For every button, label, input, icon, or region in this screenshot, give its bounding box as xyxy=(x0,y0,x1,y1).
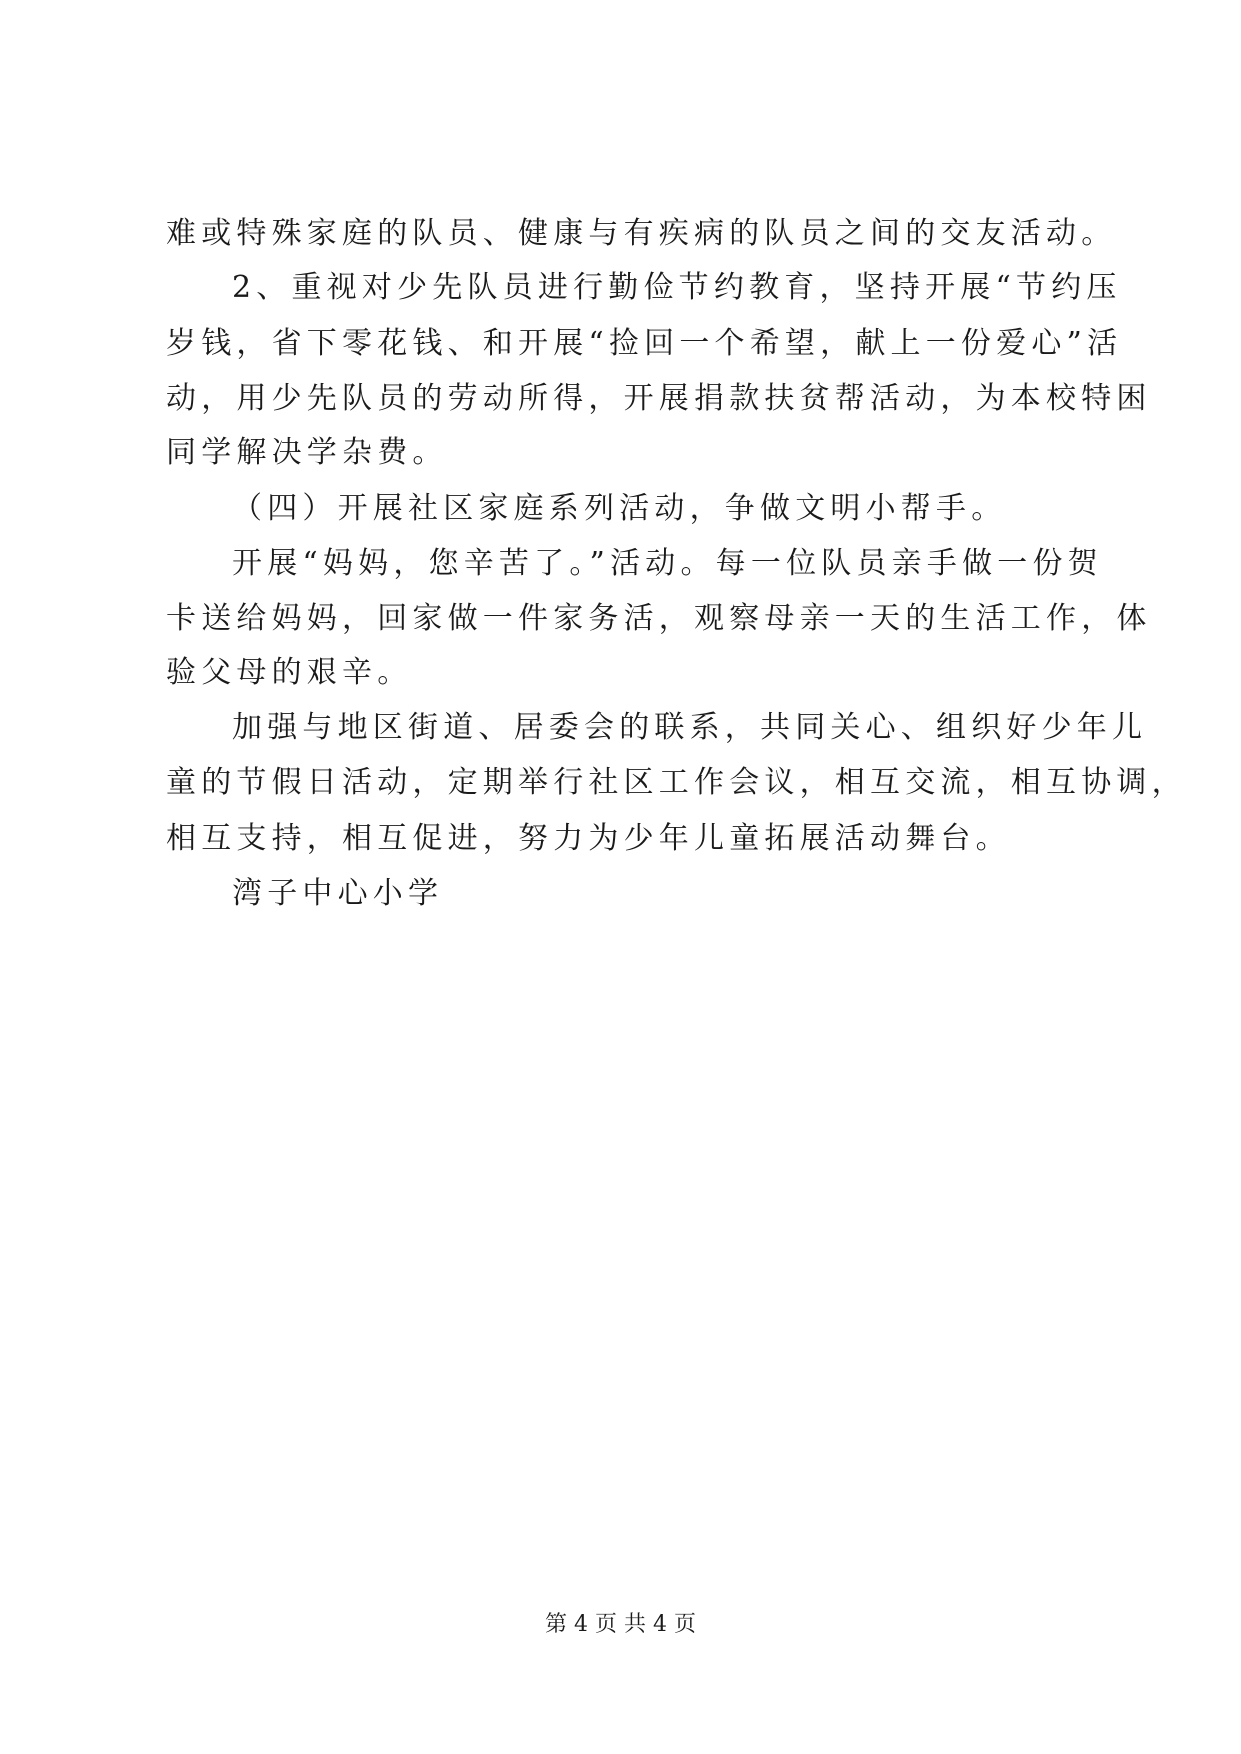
section-heading: （四）开展社区家庭系列活动，争做文明小帮手。 xyxy=(232,491,1007,526)
paragraph-line: 动，用少先队员的劳动所得，开展捐款扶贫帮活动，为本校特困 xyxy=(166,381,1152,416)
paragraph-line: 2、重视对少先队员进行勤俭节约教育，坚持开展“节约压 xyxy=(232,270,1122,305)
paragraph-line: 卡送给妈妈，回家做一件家务活，观察母亲一天的生活工作，体 xyxy=(166,601,1152,636)
paragraph-line: 岁钱，省下零花钱、和开展“捡回一个希望，献上一份爱心”活 xyxy=(166,326,1123,361)
paragraph-line: 同学解决学杂费。 xyxy=(166,435,448,470)
page-number-footer: 第 4 页 共 4 页 xyxy=(545,1612,696,1637)
paragraph-line: 童的节假日活动，定期举行社区工作会议，相互交流，相互协调， xyxy=(166,765,1187,800)
paragraph-line: 相互支持，相互促进，努力为少年儿童拓展活动舞台。 xyxy=(166,821,1011,856)
paragraph-line: 验父母的艰辛。 xyxy=(166,655,413,690)
paragraph-line: 开展“妈妈，您辛苦了。”活动。每一位队员亲手做一份贺 xyxy=(232,546,1103,581)
paragraph-line: 加强与地区街道、居委会的联系，共同关心、组织好少年儿 xyxy=(232,710,1148,745)
paragraph-line: 难或特殊家庭的队员、健康与有疾病的队员之间的交友活动。 xyxy=(166,216,1117,251)
signature-line: 湾子中心小学 xyxy=(232,876,444,911)
